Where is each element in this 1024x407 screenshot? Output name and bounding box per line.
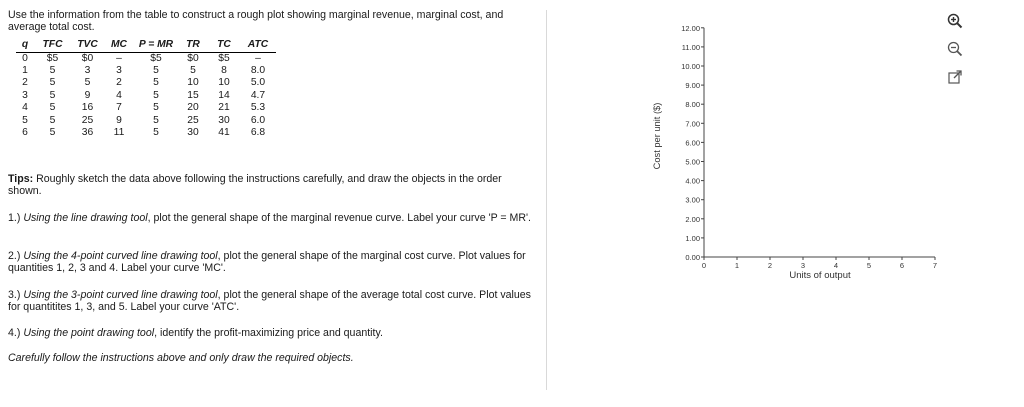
zoom-out-icon [947, 41, 963, 57]
step-tool: Using the point drawing tool [23, 327, 155, 339]
table-cell: 7 [116, 102, 122, 114]
table-cell: 8 [221, 65, 227, 77]
table-cell: 5 [153, 65, 159, 77]
step-number: 1.) [8, 212, 21, 224]
table-cell: $5 [150, 52, 162, 64]
table-header-row [16, 38, 276, 52]
table-row [16, 126, 276, 138]
y-tick-label: 11.00 [681, 42, 700, 52]
y-tick-label: 7.00 [685, 119, 700, 129]
table-cell: 6.0 [250, 114, 266, 126]
x-tick-label: 3 [800, 261, 806, 270]
instruction-step-2 [8, 250, 543, 274]
table-header: TR [178, 38, 208, 52]
table-cell: 36 [81, 127, 94, 139]
y-tick-label: 10.00 [681, 62, 700, 71]
table-cell: 5 [49, 89, 56, 101]
y-axis-label: Cost per unit ($) [652, 102, 662, 170]
step-tool: Using the 4-point curved line drawing tool [23, 250, 218, 262]
table-cell: 14 [218, 89, 230, 101]
table-cell: 5 [190, 65, 196, 77]
y-tick-label: 2.00 [685, 214, 700, 224]
table-cell: 5 [153, 114, 159, 126]
table-cell: 0 [22, 52, 28, 64]
table-cell: 3 [22, 89, 28, 101]
table-cell: $0 [187, 52, 199, 64]
question-intro: Use the information from the table to construct a rough plot showing marginal revenue, marginal cost, and average total cost. [8, 9, 504, 33]
y-tick-label: 3.00 [685, 195, 700, 205]
y-tick-label: 6.00 [685, 138, 700, 148]
table-cell: 11 [113, 127, 125, 139]
table-cell: 25 [81, 114, 94, 126]
table-cell: $0 [81, 52, 94, 64]
y-tick-label: 0.00 [685, 253, 700, 262]
instruction-step-3 [8, 289, 543, 313]
table-cell: 5 [153, 127, 159, 139]
table-cell: – [116, 52, 122, 64]
table-cell: 1 [22, 65, 28, 77]
cost-table [16, 38, 276, 139]
table-header: TFC [34, 38, 71, 52]
table-row [16, 89, 276, 101]
zoom-in-icon [947, 13, 963, 29]
table-cell: 5 [49, 65, 56, 77]
table-cell: 41 [218, 127, 230, 139]
table-cell: 5 [153, 77, 159, 89]
table-header: TC [208, 38, 240, 52]
table-row [16, 77, 276, 89]
table-row [16, 52, 276, 64]
panel-divider [546, 10, 547, 390]
graph-canvas[interactable] [656, 14, 946, 284]
table-cell: 4.7 [250, 89, 266, 101]
table-row [16, 114, 276, 126]
table-cell: 16 [81, 102, 94, 114]
step-text: , plot the general shape of the average total cost curve. Plot values for quantitites 1, 3, and 5. Label your curve 'ATC'. [8, 289, 531, 313]
x-tick-label: 0 [701, 261, 707, 270]
tips-text [8, 173, 538, 197]
table-cell: 20 [187, 102, 199, 114]
x-tick-label: 6 [899, 261, 905, 270]
drawing-graph[interactable] [656, 14, 946, 294]
expand-icon [947, 69, 963, 85]
step-text: , plot the general shape of the marginal cost curve. Plot values for quantities 1, 2, 3 and 4. Label your curve 'MC'. [8, 250, 526, 274]
table-cell: 9 [84, 89, 91, 101]
table-cell: 5 [153, 102, 159, 114]
table-cell: 5.0 [250, 77, 266, 89]
zoom-out-button[interactable] [946, 40, 964, 58]
table-cell: 30 [187, 127, 199, 139]
table-header: ATC [240, 38, 276, 52]
table-cell: 6 [22, 127, 28, 139]
expand-button[interactable] [946, 68, 964, 86]
x-tick-label: 2 [767, 261, 773, 270]
y-tick-label: 5.00 [685, 157, 700, 167]
table-cell: 30 [218, 114, 230, 126]
zoom-in-button[interactable] [946, 12, 964, 30]
table-cell: 5 [49, 77, 56, 89]
table-cell: – [255, 52, 261, 64]
x-tick-label: 5 [866, 261, 872, 270]
table-cell: 10 [218, 77, 230, 89]
step-text: , identify the profit-maximizing price and quantity. [154, 327, 383, 339]
x-tick-label: 4 [833, 261, 839, 270]
table-cell: 5 [49, 127, 56, 139]
table-cell: 9 [116, 114, 122, 126]
y-tick-label: 1.00 [685, 233, 700, 243]
y-tick-label: 8.00 [685, 100, 700, 110]
table-cell: 5.3 [250, 102, 266, 114]
tips-body: Roughly sketch the data above following the instructions carefully, and draw the objects in the order shown. [8, 173, 502, 197]
table-header: P = MR [134, 38, 178, 52]
table-cell: 2 [22, 77, 28, 89]
instruction-step-1 [8, 212, 543, 224]
y-tick-label: 4.00 [685, 176, 700, 186]
table-cell: 5 [22, 114, 28, 126]
step-text: , plot the general shape of the marginal revenue curve. Label your curve 'P = MR'. [147, 212, 531, 224]
table-cell: 21 [218, 102, 230, 114]
table-header: TVC [71, 38, 104, 52]
table-cell: 15 [187, 89, 199, 101]
y-tick-label: 9.00 [685, 81, 700, 91]
step-number: 4.) [8, 327, 21, 339]
table-row [16, 102, 276, 114]
table-cell: 5 [84, 77, 91, 89]
table-cell: 25 [187, 114, 199, 126]
step-tool: Using the 3-point curved line drawing tool [23, 289, 218, 301]
tips-label: Tips: [8, 173, 34, 185]
table-cell: 5 [153, 89, 159, 101]
table-cell: 2 [116, 77, 122, 89]
table-cell: 5 [49, 102, 56, 114]
step-tool: Using the line drawing tool [23, 212, 148, 224]
step-number: 3.) [8, 289, 21, 301]
table-cell: 3 [116, 65, 122, 77]
table-header: q [16, 38, 34, 52]
table-row [16, 64, 276, 76]
table-cell: 4 [116, 89, 122, 101]
table-cell: 5 [49, 114, 56, 126]
x-tick-label: 1 [734, 261, 740, 270]
x-axis-label: Units of output [789, 270, 851, 281]
table-cell: 10 [187, 77, 199, 89]
footer-note-text: Carefully follow the instructions above and only draw the required objects. [8, 352, 354, 364]
table-header: MC [104, 38, 134, 52]
x-tick-label: 7 [932, 261, 938, 270]
y-tick-label: 12.00 [681, 23, 700, 33]
step-number: 2.) [8, 250, 21, 262]
table-cell: $5 [218, 52, 230, 64]
table-cell: $5 [46, 52, 59, 64]
table-cell: 8.0 [250, 65, 266, 77]
table-cell: 4 [22, 102, 28, 114]
table-cell: 3 [84, 65, 91, 77]
footer-note [8, 352, 543, 364]
instruction-step-4 [8, 327, 543, 339]
table-cell: 6.8 [250, 127, 266, 139]
